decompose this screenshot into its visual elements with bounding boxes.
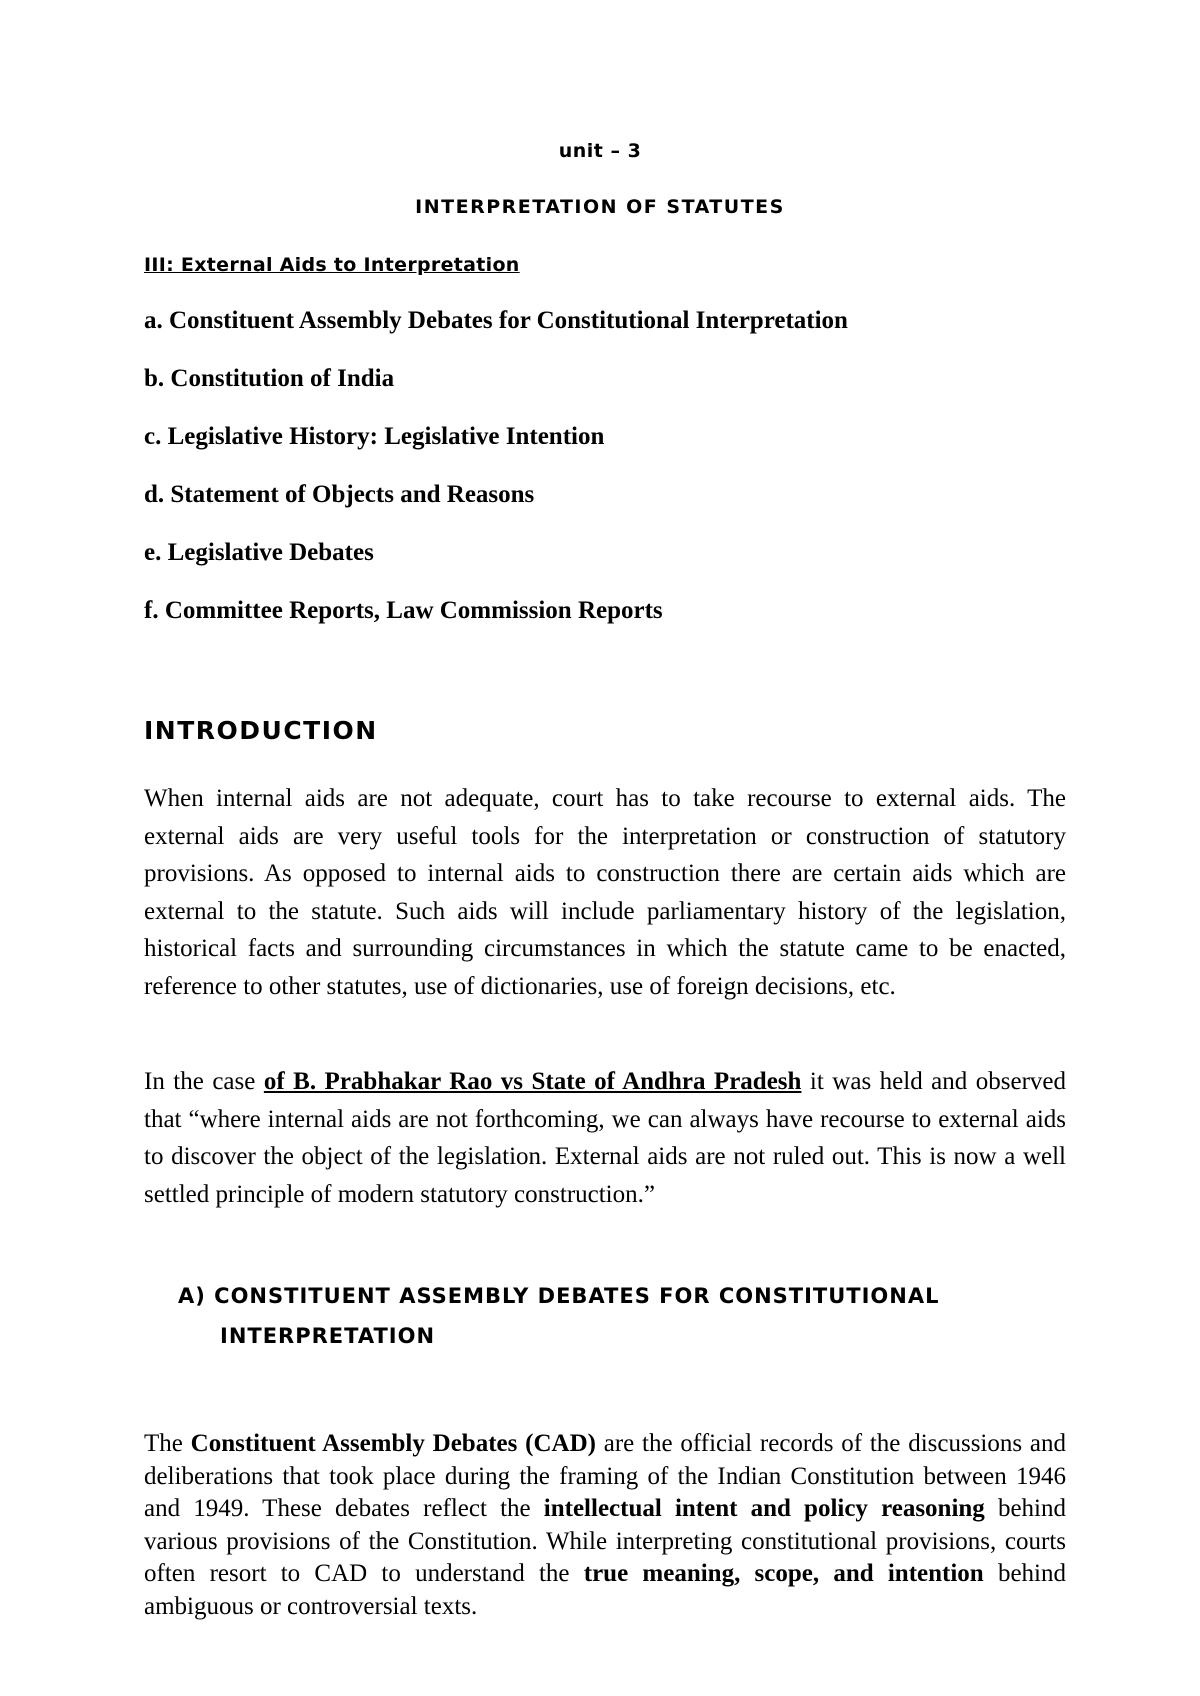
- section-subheading: III: External Aids to Interpretation: [144, 254, 520, 276]
- cad-text-4: behind ambiguous or controversial texts.: [144, 1560, 1066, 1620]
- case-citation: of B. Prabhakar Rao vs State of Andhra Pradesh: [263, 1068, 802, 1095]
- cad-bold-3: true meaning, scope, and intention: [583, 1560, 984, 1587]
- cad-paragraph: [144, 1428, 1066, 1623]
- topics-list: [144, 306, 848, 654]
- cad-text-3: behind various provisions of the Constitution. While interpreting constitutional provisions, courts often resort to CAD to understand the: [144, 1495, 1066, 1587]
- case-quote-text: it was held and observed that “where internal aids are not forthcoming, we can always have recourse to external aids to discover the object of the legislation. External aids are not ruled out. This is now a well settled principle of modern statutory construction.”: [144, 1068, 1067, 1208]
- case-paragraph: [144, 1063, 1066, 1213]
- list-item: f. Committee Reports, Law Commission Reports: [144, 597, 663, 624]
- unit-label: unit – 3: [558, 140, 642, 162]
- list-item: b. Constitution of India: [144, 365, 395, 392]
- list-item: c. Legislative History: Legislative Intention: [144, 423, 605, 450]
- section-a-heading-line1: A) CONSTITUENT ASSEMBLY DEBATES FOR CONSTITUTIONAL: [178, 1284, 940, 1308]
- section-a-heading: [178, 1276, 940, 1356]
- cad-text-2: are the official records of the discussions and deliberations that took place during the framing of the Indian Constitution between 1946 and 1949. These debates reflect the: [144, 1430, 1066, 1522]
- list-item: e. Legislative Debates: [144, 539, 374, 566]
- cad-bold-1: Constituent Assembly Debates (CAD): [190, 1430, 596, 1457]
- section-a-heading-line2: INTERPRETATION: [220, 1324, 436, 1348]
- case-lead-text: In the case: [144, 1068, 264, 1095]
- list-item: a. Constituent Assembly Debates for Constitutional Interpretation: [144, 307, 848, 334]
- introduction-paragraph: When internal aids are not adequate, court has to take recourse to external aids. The external aids are very useful tools for the interpretation or construction of statutory provisions. As opposed to internal aids to construction there are certain aids which are external to the statute. Such aids will include parliamentary history of the legislation, historical facts and surrounding circumstances in which the statute came to be enacted, reference to other statutes, use of dictionaries, use of foreign decisions, etc.: [144, 785, 1066, 1000]
- page-title: INTERPRETATION OF STATUTES: [415, 196, 785, 218]
- cad-text-1: The: [144, 1430, 191, 1457]
- introduction-heading: INTRODUCTION: [144, 716, 378, 745]
- list-item: d. Statement of Objects and Reasons: [144, 481, 535, 508]
- cad-bold-2: intellectual intent and policy reasoning: [543, 1495, 985, 1522]
